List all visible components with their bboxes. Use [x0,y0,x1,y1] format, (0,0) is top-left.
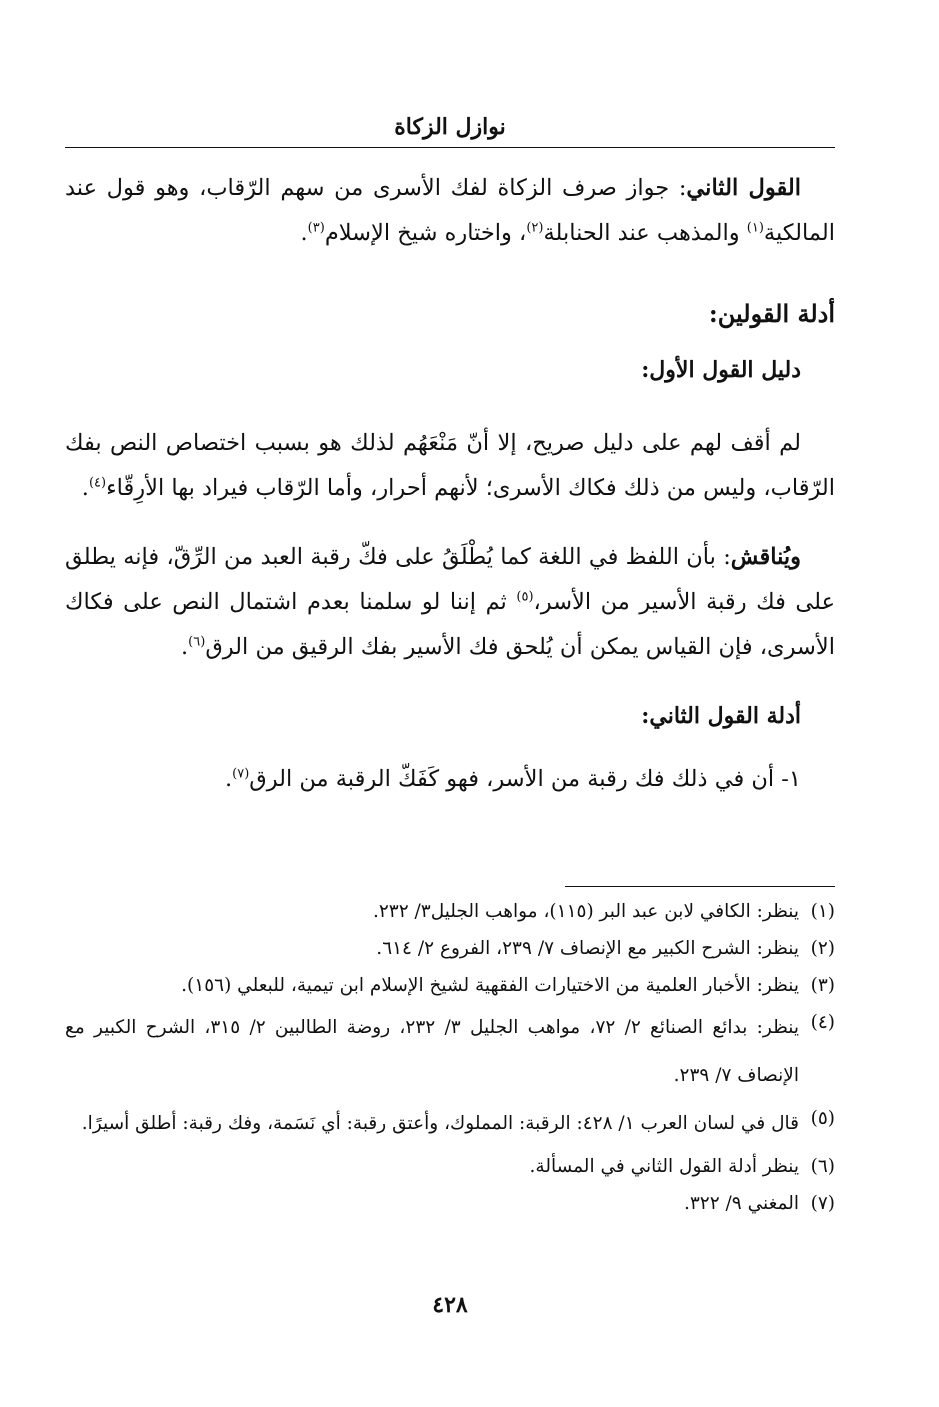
paragraph-end: . [224,766,233,792]
heading-evidence-second: أدلة القول الثاني: [641,703,801,729]
footnote-text: ينظر: الكافي لابن عبد البر (١١٥)، مواهب الجليل٣/ ٢٣٢. [372,901,799,922]
footnote-ref-1[interactable]: (١) [746,220,764,236]
running-header: نوازل الزكاة [394,114,506,140]
footnote-6 [65,1148,835,1185]
footnote-7 [65,1185,835,1222]
footnote-ref-6[interactable]: (٦) [188,634,206,650]
footnote-text: ينظر: الأخبار العلمية من الاختيارات الفقهية لشيخ الإسلام ابن تيمية، للبعلي (١٥٦). [181,975,799,996]
paragraph-text: : جواز صرف الزكاة لفك الأسرى من سهم الرّقاب، وهو قول عند المالكية [65,175,835,246]
footnote-text: المغني ٩/ ٣٢٢. [683,1193,799,1214]
term-second-opinion: القول الثاني [686,175,801,201]
paragraph-text: ، واختاره شيخ الإسلام [324,220,527,246]
footnote-2 [65,930,835,967]
footnote-4 [65,1004,835,1100]
heading-evidence-first: دليل القول الأول: [641,357,801,383]
footnote-ref-5[interactable]: (٥) [516,589,534,605]
footnote-ref-4[interactable]: (٤) [88,475,107,491]
term-discussion: ويُناقش [730,544,801,570]
footnotes [65,893,835,1222]
footnote-text: ينظر: بدائع الصنائع ٢/ ٧٢، مواهب الجليل ٣/ ٢٣٢، روضة الطالبين ٢/ ٣١٥، الشرح الكبير مع الإنصاف ٧/ ٢٣٩. [65,1017,799,1086]
header-rule [65,147,835,148]
paragraph-second-evidence-1 [65,757,835,802]
main-text [65,166,835,802]
footnote-number: (٥) [810,1108,835,1129]
footnote-text: ينظر: الشرح الكبير مع الإنصاف ٧/ ٢٣٩، الفروع ٢/ ٦١٤. [376,938,799,959]
paragraph-text: لم أقف لهم على دليل صريح، إلا أنّ مَنْعَهُم لذلك هو بسبب اختصاص النص بفك الرّقاب، وليس من ذلك فكاك الأسرى؛ لأنهم أحرار، وأما الرّقاب فيراد بها الأرِقّاء [65,430,835,501]
footnote-text: قال في لسان العرب ١/ ٤٢٨: الرقبة: المملوك، وأعتق رقبة: أي نَسَمة، وفك رقبة: أطلق أسيرًا. [81,1113,799,1134]
footnote-1 [65,893,835,930]
paragraph-text: والمذهب عند الحنابلة [543,220,747,246]
footnote-rule [565,886,835,887]
paragraph-text: ثم إننا لو سلمنا بعدم اشتمال النص على فكاك الأسرى، فإن القياس يمكن أن يُلحق فك الأسير بفك الرقيق من الرق [65,589,835,660]
paragraph-discussion [65,535,835,670]
paragraph-text: ١- أن في ذلك فك رقبة من الأسر، فهو كَفَكّ الرقبة من الرق [249,766,801,792]
paragraph-end: . [181,634,189,660]
footnote-ref-7[interactable]: (٧) [232,766,250,782]
paragraph-text: : بأن اللفظ في اللغة كما يُطْلَقُ على فكّ رقبة العبد من الرِّقّ، فإنه يطلق على فك رقبة الأسير من الأسر، [65,544,835,615]
footnote-5 [65,1100,835,1148]
paragraph-end: . [300,220,308,246]
footnote-3 [65,967,835,1004]
footnote-number: (١) [810,901,835,922]
footnote-text: ينظر أدلة القول الثاني في المسألة. [529,1156,799,1177]
book-page [65,0,835,1407]
footnote-number: (٦) [810,1156,835,1177]
footnote-number: (٤) [810,1012,835,1033]
footnote-number: (٧) [810,1193,835,1214]
paragraph-first-evidence [65,421,835,511]
footnote-number: (٣) [810,975,835,996]
paragraph-end: . [81,475,89,501]
footnote-number: (٢) [810,938,835,959]
page-number: ٤٢٨ [432,1292,468,1318]
heading-evidence-both: أدلة القولين: [708,299,835,328]
footnote-ref-3[interactable]: (٣) [307,220,325,236]
paragraph-second-opinion [65,166,835,256]
footnote-ref-2[interactable]: (٢) [526,220,544,236]
